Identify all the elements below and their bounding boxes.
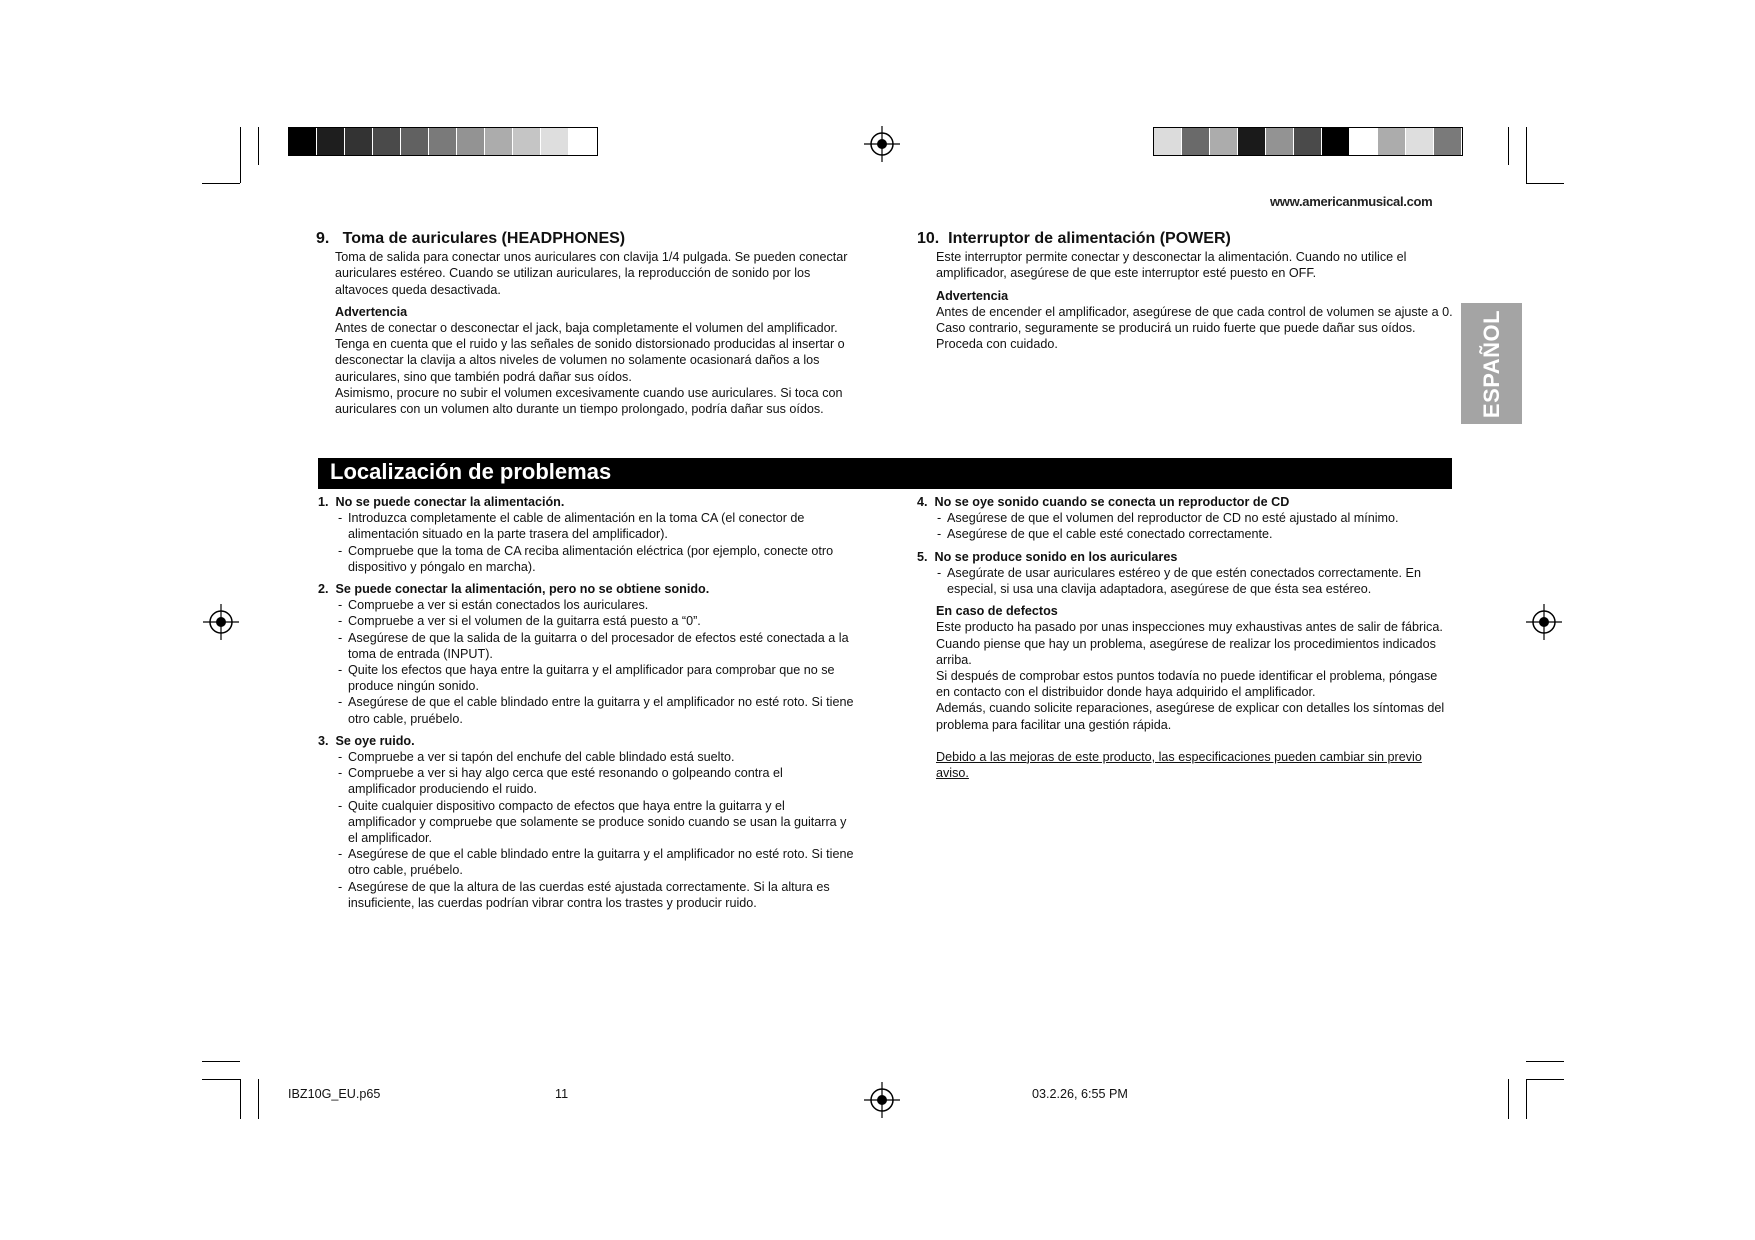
crop-mark	[1526, 1079, 1527, 1119]
color-swatch	[457, 128, 485, 155]
footer-filename: IBZ10G_EU.p65	[288, 1087, 381, 1101]
color-swatch	[1210, 128, 1238, 155]
trouble-item-title: 2. Se puede conectar la alimentación, pero no se obtiene sonido.	[318, 582, 710, 597]
crop-mark	[202, 1061, 240, 1062]
trouble-step: - Asegúrese de que la salida de la guitarra o del procesador de efectos esté conectada a la toma de entrada (INPUT).	[318, 630, 854, 662]
trouble-step: - Quite los efectos que haya entre la guitarra y el amplificador para comprobar que no se produce ningún sonido.	[318, 662, 854, 694]
trouble-item	[917, 549, 1447, 598]
crop-mark	[1526, 127, 1527, 183]
troubleshooting-right-column	[917, 494, 1447, 781]
color-swatch	[1154, 128, 1182, 155]
trouble-step: - Asegúrese de que el cable blindado entre la guitarra y el amplificador no esté roto. Si tiene otro cable, pruébelo.	[318, 846, 854, 878]
registration-mark-icon	[1526, 604, 1562, 640]
registration-mark-icon	[864, 126, 900, 162]
banner-title: Localización de problemas	[330, 459, 612, 484]
trouble-item-title: 4. No se oye sonido cuando se conecta un reproductor de CD	[917, 495, 1290, 509]
color-swatch	[1406, 128, 1434, 155]
warning-title: Advertencia	[335, 304, 408, 319]
trouble-step: - Asegúrese de que el cable esté conectado correctamente.	[917, 526, 1447, 542]
crop-mark	[1508, 1079, 1509, 1119]
color-swatch	[1378, 128, 1406, 155]
section-title: 10. Interruptor de alimentación (POWER)	[917, 230, 1231, 247]
color-swatch	[485, 128, 513, 155]
trouble-steps-list	[917, 510, 1447, 542]
color-swatch	[1294, 128, 1322, 155]
trouble-steps-list	[917, 565, 1447, 597]
trouble-item	[318, 494, 854, 575]
crop-mark	[240, 1079, 241, 1119]
website-url: www.americanmusical.com	[1270, 194, 1433, 209]
registration-mark-icon	[203, 604, 239, 640]
crop-mark	[258, 127, 259, 165]
crop-mark	[1526, 1061, 1564, 1062]
color-swatch	[373, 128, 401, 155]
trouble-step: - Asegúrese de que la altura de las cuerdas esté ajustada correctamente. Si la altura es insuficiente, las cuerdas podrían vibrar contra los trastes y producir ruido.	[318, 879, 854, 911]
trouble-step: - Introduzca completamente el cable de alimentación en la toma CA (el conector de alimentación situado en la parte trasera del amplificador).	[318, 510, 854, 542]
section-banner	[318, 458, 1452, 489]
spec-notice	[936, 749, 1447, 781]
crop-mark	[1526, 1079, 1564, 1080]
defects-text: Si después de comprobar estos puntos todavía no puede identificar el problema, póngase en contacto con el distribuidor donde haya adquirido el amplificador.	[936, 669, 1438, 700]
crop-mark	[1508, 127, 1509, 165]
spec-notice-text: Debido a las mejoras de este producto, las especificaciones pueden cambiar sin previo aviso.	[936, 749, 1422, 781]
section-headphones	[316, 231, 856, 417]
crop-mark	[202, 1079, 240, 1080]
warning-text: Antes de encender el amplificador, asegúrese de que cada control de volumen se ajuste a 0. Caso contrario, seguramente se producirá un ruido fuerte que puede dañar sus oídos. Proceda con cuidado.	[936, 304, 1453, 352]
warning-text: Antes de conectar o desconectar el jack, baja completamente el volumen del amplificador. Tenga en cuenta que el ruido y las señales de sonido distorsionado producidas al insertar o desconectar la clavija a altos niveles de volumen no solamente ocasionará daños a los auriculares, sino que también podrá dañar sus oídos.	[335, 321, 845, 384]
color-swatch	[1350, 128, 1378, 155]
color-swatch	[429, 128, 457, 155]
section-power	[917, 231, 1457, 352]
color-swatch	[289, 128, 317, 155]
crop-mark	[240, 127, 241, 183]
color-swatch	[569, 128, 597, 155]
trouble-step: - Asegúrese de que el volumen del reproductor de CD no esté ajustado al mínimo.	[917, 510, 1447, 526]
trouble-step: - Compruebe a ver si hay algo cerca que esté resonando o golpeando contra el amplificador produciendo el ruido.	[318, 765, 854, 797]
trouble-step: - Compruebe a ver si el volumen de la guitarra está puesto a “0”.	[318, 613, 854, 629]
warning-title: Advertencia	[936, 288, 1009, 303]
trouble-item	[917, 494, 1447, 543]
trouble-step: - Compruebe a ver si tapón del enchufe del cable blindado está suelto.	[318, 749, 854, 765]
color-swatch	[1266, 128, 1294, 155]
trouble-item	[318, 581, 854, 727]
trouble-step: - Asegúrate de usar auriculares estéreo y de que estén conectados correctamente. En especial, si usa una clavija adaptadora, asegúrese de que ésta sea estéreo.	[917, 565, 1447, 597]
trouble-steps-list	[318, 597, 854, 727]
crop-mark	[1526, 183, 1564, 184]
trouble-item-title: 1. No se puede conectar la alimentación.	[318, 495, 565, 509]
color-swatch	[513, 128, 541, 155]
trouble-steps-list	[318, 510, 854, 575]
color-swatch	[1322, 128, 1350, 155]
footer-page-number: 11	[555, 1087, 569, 1101]
color-swatch	[317, 128, 345, 155]
trouble-item	[318, 733, 854, 911]
color-swatch	[1182, 128, 1210, 155]
warning-text: Asimismo, procure no subir el volumen excesivamente cuando use auriculares. Si toca con auriculares con un volumen alto durante un tiempo prolongado, podría dañar sus oídos.	[335, 385, 843, 417]
color-swatch	[1434, 128, 1462, 155]
defects-text: Este producto ha pasado por unas inspecciones muy exhaustivas antes de salir de fábrica. Cuando piense que hay un problema, asegúrese de realizar los procedimientos indicados arriba.	[936, 620, 1443, 667]
color-calibration-strip-left	[288, 127, 598, 156]
color-swatch	[345, 128, 373, 155]
color-calibration-strip-right	[1153, 127, 1463, 156]
trouble-item-title: 3. Se oye ruido.	[318, 733, 415, 748]
trouble-step: - Compruebe a ver si están conectados los auriculares.	[318, 597, 854, 613]
section-title: 9. Toma de auriculares (HEADPHONES)	[316, 230, 626, 247]
trouble-step: - Asegúrese de que el cable blindado entre la guitarra y el amplificador no esté roto. Si tiene otro cable, pruébelo.	[318, 694, 854, 726]
defects-title: En caso de defectos	[936, 604, 1058, 619]
troubleshooting-left-column	[318, 494, 854, 917]
color-swatch	[541, 128, 569, 155]
footer-date: 03.2.26, 6:55 PM	[1032, 1087, 1128, 1101]
trouble-steps-list	[318, 749, 854, 911]
registration-mark-icon	[864, 1082, 900, 1118]
language-tab	[1461, 303, 1522, 424]
language-tab-label: ESPAÑOL	[1478, 309, 1504, 418]
crop-mark	[202, 183, 240, 184]
section-body: Toma de salida para conectar unos auriculares con clavija 1/4 pulgada. Se pueden conectar auriculares estéreo. Cuando se utilizan auriculares, la reproducción de sonido por los altavoces queda desactivada.	[335, 250, 848, 297]
trouble-step: - Quite cualquier dispositivo compacto de efectos que haya entre la guitarra y el amplificador y compruebe que solamente se produce sonido cuando se usan la guitarra y el amplificador.	[318, 798, 854, 847]
color-swatch	[401, 128, 429, 155]
trouble-step: - Compruebe que la toma de CA reciba alimentación eléctrica (por ejemplo, conecte otro dispositivo y póngalo en marcha).	[318, 543, 854, 575]
color-swatch	[1238, 128, 1266, 155]
defects-text: Además, cuando solicite reparaciones, asegúrese de explicar con detalles los síntomas del problema para facilitar una gestión rápida.	[936, 701, 1445, 732]
section-body: Este interruptor permite conectar y desconectar la alimentación. Cuando no utilice el amplificador, asegúrese de que este interruptor esté puesto en OFF.	[936, 250, 1407, 281]
trouble-item-title: 5. No se produce sonido en los auriculares	[917, 549, 1178, 564]
crop-mark	[258, 1079, 259, 1119]
